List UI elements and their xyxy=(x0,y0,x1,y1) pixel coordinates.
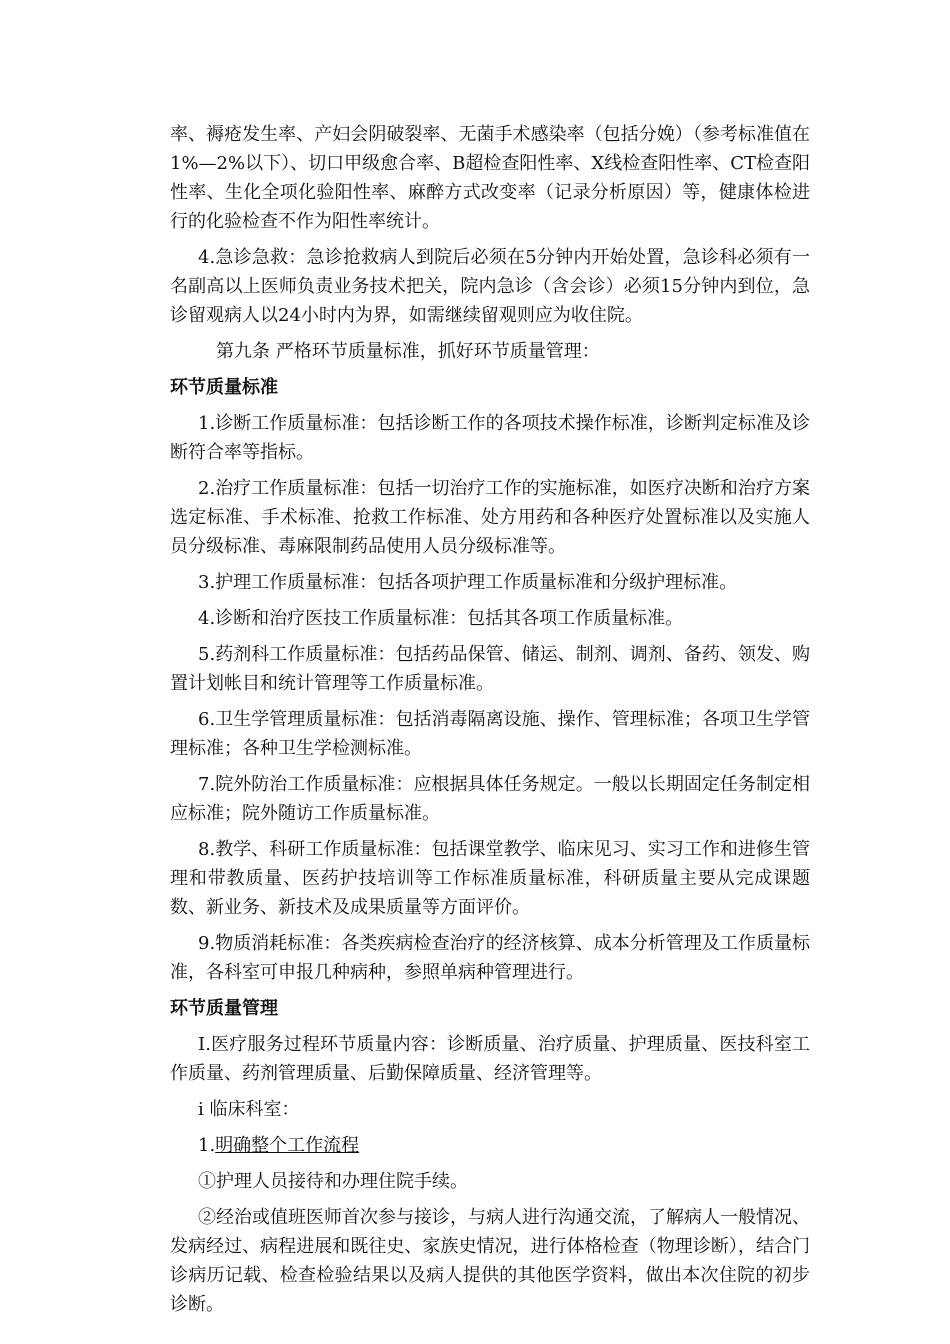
paragraph-medical-tech-standard: 4.诊断和治疗医技工作质量标准：包括其各项工作质量标准。 xyxy=(198,608,684,629)
paragraph-material-consumption-standard: 9.物质消耗标准：各类疾病检查治疗的经济核算、成本分析管理及工作质量标准，各科室可申报几种病种，参照单病种管理进行。 xyxy=(170,933,810,983)
paragraph-pharmacy-standard: 5.药剂科工作质量标准：包括药品保管、储运、制剂、调剂、备药、领发、购置计划帐目和统计管理等工作质量标准。 xyxy=(170,644,810,694)
heading-process-quality-standard: 环节质量标准 xyxy=(170,377,278,398)
paragraph-workflow-item xyxy=(170,1131,810,1160)
paragraph-step-one: ①护理人员接待和办理住院手续。 xyxy=(198,1171,468,1192)
paragraph-positive-rate-continued: 率、褥疮发生率、产妇会阴破裂率、无菌手术感染率（包括分娩）（参考标准值在1%—2%以下）、切口甲级愈合率、B超检查阳性率、X线检查阳性率、CT检查阳性率、生化全项化验阳性率、麻醉方式改变率（记录分析原因）等，健康体检进行的化验检查不作为阳性率统计。 xyxy=(170,124,810,232)
paragraph-teaching-research-standard: 8.教学、科研工作质量标准：包括课堂教学、临床见习、实习工作和进修生管理和带教质量、医药护技培训等工作标准质量标准，科研质量主要从完成课题数、新业务、新技术及成果质量等方面评价。 xyxy=(170,839,810,918)
workflow-item-title: 明确整个工作流程 xyxy=(215,1135,360,1156)
paragraph-service-process-content: Ⅰ.医疗服务过程环节质量内容：诊断质量、治疗质量、护理质量、医技科室工作质量、药剂管理质量、后勤保障质量、经济管理等。 xyxy=(170,1034,810,1084)
workflow-item-number: 1. xyxy=(198,1135,216,1156)
paragraph-treatment-standard: 2.治疗工作质量标准：包括一切治疗工作的实施标准，如医疗决断和治疗方案选定标准、手术标准、抢救工作标准、处方用药和各种医疗处置标准以及实施人员分级标准、毒麻限制药品使用人员分级标准等。 xyxy=(170,478,810,557)
document-page xyxy=(170,120,810,1326)
paragraph-clinical-departments: ⅰ 临床科室： xyxy=(198,1099,300,1120)
heading-process-quality-management: 环节质量管理 xyxy=(170,998,278,1019)
paragraph-diagnosis-standard: 1.诊断工作质量标准：包括诊断工作的各项技术操作标准，诊断判定标准及诊断符合率等指标。 xyxy=(170,413,810,463)
paragraph-step-two: ②经治或值班医师首次参与接诊，与病人进行沟通交流，了解病人一般情况、发病经过、病程进展和既往史、家族史情况，进行体格检查（物理诊断），结合门诊病历记载、检查检验结果以及病人提供的其他医学资料，做出本次住院的初步诊断。 xyxy=(170,1207,810,1315)
article-nine-title: 第九条 严格环节质量标准，抓好环节质量管理： xyxy=(216,341,600,362)
paragraph-nursing-standard: 3.护理工作质量标准：包括各项护理工作质量标准和分级护理标准。 xyxy=(198,572,738,593)
paragraph-outpatient-prevention-standard: 7.院外防治工作质量标准：应根据具体任务规定。一般以长期固定任务制定相应标准；院外随访工作质量标准。 xyxy=(170,774,810,824)
paragraph-hygiene-standard: 6.卫生学管理质量标准：包括消毒隔离设施、操作、管理标准；各项卫生学管理标准；各种卫生学检测标准。 xyxy=(170,709,810,759)
paragraph-emergency: 4.急诊急救：急诊抢救病人到院后必须在5分钟内开始处置，急诊科必须有一名副高以上医师负责业务技术把关，院内急诊（含会诊）必须15分钟内到位，急诊留观病人以24小时内为界，如需继续留观则应为收住院。 xyxy=(170,247,810,326)
